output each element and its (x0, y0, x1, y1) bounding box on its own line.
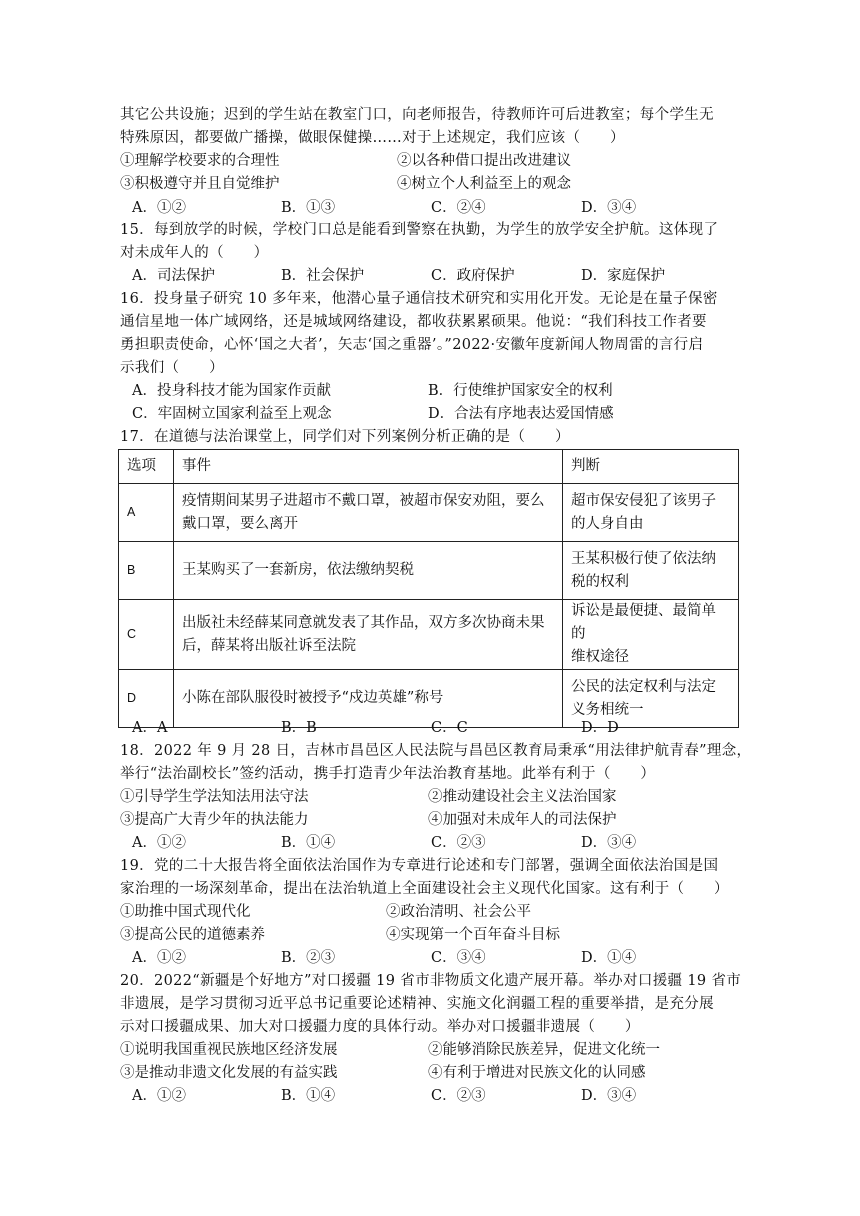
judgement-line: 义务相统一 (571, 701, 644, 718)
q14-choices-row (120, 197, 740, 220)
statement: ①助推中国式现代化 (120, 904, 251, 920)
choice-c[interactable]: C．②③ (431, 835, 486, 851)
q19-statements-row (120, 924, 740, 947)
q16-text-line: 勇担职责使命，心怀‘国之大者’，矢志‘国之重器’。”2022·安徽年度新闻人物周雷的言行启 (120, 337, 704, 353)
q16-text-line: 通信星地一体广域网络，还是城域网络建设，都收获累累硕果。他说：“我们科技工作者要 (120, 314, 707, 330)
judgement-line: 维权途径 (571, 649, 629, 665)
choice-d[interactable]: D．③④ (581, 835, 637, 851)
q16-text-line: 16．投身量子研究 10 多年来，他潜心量子通信技术研究和实用化开发。无论是在量子保密 (120, 291, 718, 307)
choice-b[interactable]: B．①③ (281, 200, 336, 216)
q15-choices-row (120, 265, 740, 288)
choice-a[interactable]: A．①② (132, 1088, 186, 1104)
q14-text-line: 其它公共设施；迟到的学生站在教室门口，向老师报告，待教师许可后进教室；每个学生无 (120, 107, 714, 123)
table-row (119, 542, 739, 600)
statement: ④有利于增进对民族文化的认同感 (428, 1065, 646, 1081)
choice-d[interactable]: D．①④ (581, 950, 637, 966)
event-line: 疫情期间某男子进超市不戴口罩，被超市保安劝阻，要么 (182, 492, 545, 509)
judgement-line: 王某积极行使了依法纳 (571, 550, 716, 567)
statement: ②推动建设社会主义法治国家 (428, 789, 617, 805)
q17-stem: 17．在道德与法治课堂上，同学们对下列案例分析正确的是（ ） (120, 429, 570, 445)
q20-text-line: 20．2022“新疆是个好地方”对口援疆 19 省市非物质文化遗产展开幕。举办对口援疆 19 省市 (120, 973, 742, 989)
statement: ④实现第一个百年奋斗目标 (386, 927, 560, 943)
q18-text-line: 18．2022 年 9 月 28 日，吉林市昌邑区人民法院与昌邑区教育局秉承“用法律护航青春”理念， (120, 743, 752, 759)
choice-d[interactable]: D．③④ (581, 1088, 637, 1104)
event-line: 后，薛某将出版社诉至法院 (182, 637, 356, 654)
q20-statements-row (120, 1062, 740, 1085)
statement: ①理解学校要求的合理性 (120, 153, 280, 169)
choice-a[interactable]: A．司法保护 (132, 268, 215, 284)
choice-c[interactable]: C．牢固树立国家利益至上观念 (132, 406, 332, 422)
statement: ③是推动非遗文化发展的有益实践 (120, 1065, 338, 1081)
event-line: 戴口罩，要么离开 (182, 515, 298, 532)
statement: ④树立个人利益至上的观念 (397, 176, 571, 192)
table-header-row (119, 450, 739, 484)
q18-statements-row (120, 809, 740, 832)
judgement-line: 的人身自由 (571, 515, 644, 532)
choice-d[interactable]: D．D (581, 720, 619, 736)
q18-choices-row (120, 832, 740, 855)
q16-choices-row (120, 380, 740, 403)
choice-b[interactable]: B．行使维护国家安全的权利 (428, 383, 613, 399)
header-event: 事件 (174, 450, 563, 484)
statement: ③提高公民的道德素养 (120, 927, 265, 943)
q19-choices-row (120, 947, 740, 970)
choice-c[interactable]: C．C (431, 720, 468, 736)
q15-text-line: 15．每到放学的时候，学校门口总是能看到警察在执勤，为学生的放学安全护航。这体现了 (120, 222, 719, 238)
statement: ②政治清明、社会公平 (386, 904, 531, 920)
choice-c[interactable]: C．②④ (431, 200, 486, 216)
q20-text-line: 非遗展，是学习贯彻习近平总书记重要论述精神、实施文化润疆工程的重要举措，是充分展 (120, 996, 714, 1012)
q19-text-line: 19．党的二十大报告将全面依法治国作为专章进行论述和专门部署，强调全面依法治国是国 (120, 858, 719, 874)
table-row (119, 484, 739, 542)
statement: ④加强对未成年人的司法保护 (428, 812, 617, 828)
event-line: 王某购买了一套新房，依法缴纳契税 (182, 562, 414, 578)
q18-statements-row (120, 786, 740, 809)
q14-statements-row (120, 173, 740, 196)
choice-c[interactable]: C．政府保护 (431, 268, 515, 284)
q19-statements-row (120, 901, 740, 924)
choice-a[interactable]: A．①② (132, 950, 186, 966)
q20-text-line: 示对口援疆成果、加大对口援疆力度的具体行动。举办对口援疆非遗展（ ） (120, 1019, 640, 1035)
choice-b[interactable]: B．社会保护 (281, 268, 365, 284)
statement: ②能够消除民族差异，促进文化统一 (428, 1042, 660, 1058)
judgement-line: 诉讼是最便捷、最简单的 (571, 603, 716, 642)
statement: ②以各种借口提出改进建议 (397, 153, 571, 169)
row-event (174, 484, 563, 542)
row-event (174, 542, 563, 600)
statement: ①说明我国重视民族地区经济发展 (120, 1042, 338, 1058)
row-option: B (119, 542, 174, 600)
choice-c[interactable]: C．③④ (431, 950, 486, 966)
q17-case-table (118, 449, 739, 728)
q19-text-line: 家治理的一场深刻革命，提出在法治轨道上全面建设社会主义现代化国家。这有利于（ ） (120, 881, 729, 897)
event-line: 小陈在部队服役时被授予“戍边英雄”称号 (182, 690, 444, 706)
row-event (174, 600, 563, 670)
q17-choices-row (120, 717, 740, 740)
choice-a[interactable]: A．①② (132, 835, 186, 851)
row-judgement (563, 542, 739, 600)
table-row (119, 600, 739, 670)
q15-text-line: 对未成年人的（ ） (120, 245, 269, 261)
choice-a[interactable]: A．A (132, 720, 168, 736)
q18-text-line: 举行“法治副校长”签约活动，携手打造青少年法治教育基地。此举有利于（ ） (120, 766, 656, 782)
q16-choices-row (120, 403, 740, 426)
choice-d[interactable]: D．家庭保护 (581, 268, 666, 284)
header-judgement: 判断 (563, 450, 739, 484)
row-option: C (119, 600, 174, 670)
choice-b[interactable]: B．②③ (281, 950, 336, 966)
q20-choices-row (120, 1085, 740, 1108)
judgement-line: 超市保安侵犯了该男子 (571, 492, 716, 509)
row-judgement (563, 600, 739, 670)
q20-statements-row (120, 1039, 740, 1062)
q16-text-line: 示我们（ ） (120, 360, 224, 376)
row-option: D (119, 670, 174, 728)
judgement-line: 公民的法定权利与法定 (571, 678, 716, 695)
statement: ③提高广大青少年的执法能力 (120, 812, 309, 828)
row-judgement (563, 484, 739, 542)
choice-c[interactable]: C．②③ (431, 1088, 486, 1104)
choice-a[interactable]: A．投身科技才能为国家作贡献 (132, 383, 331, 399)
choice-d[interactable]: D．合法有序地表达爱国情感 (428, 406, 614, 422)
event-line: 出版社未经薛某同意就发表了其作品，双方多次协商未果 (182, 614, 545, 631)
choice-b[interactable]: B．B (281, 720, 317, 736)
choice-b[interactable]: B．①④ (281, 1088, 336, 1104)
choice-a[interactable]: A．①② (132, 200, 186, 216)
statement: ①引导学生学法知法用法守法 (120, 789, 309, 805)
q14-statements-row (120, 150, 740, 173)
judgement-line: 税的权利 (571, 573, 629, 590)
choice-b[interactable]: B．①④ (281, 835, 336, 851)
q14-text-line: 特殊原因，都要做广播操，做眼保健操……对于上述规定，我们应该（ ） (120, 130, 625, 146)
statement: ③积极遵守并且自觉维护 (120, 176, 280, 192)
choice-d[interactable]: D．③④ (581, 200, 637, 216)
header-option: 选项 (119, 450, 174, 484)
row-option: A (119, 484, 174, 542)
